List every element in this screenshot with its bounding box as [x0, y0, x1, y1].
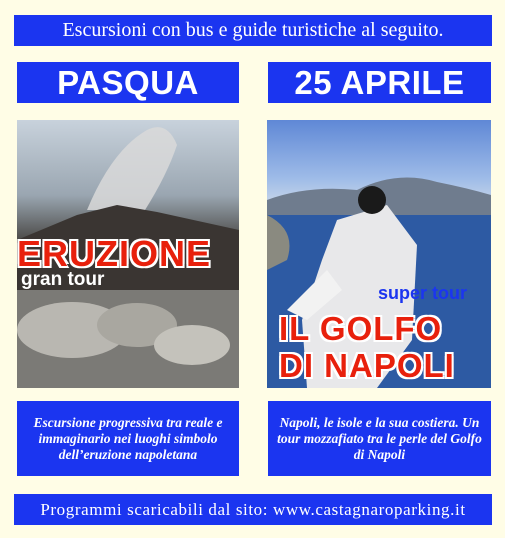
poster-title-line-2: DI NAPOLI	[279, 347, 455, 384]
season-label-pasqua: PASQUA	[17, 62, 239, 103]
poster-kicker-super-tour: super tour	[378, 283, 468, 303]
golfo-di-napoli-poster[interactable]	[267, 120, 491, 388]
eruzione-description	[17, 401, 239, 476]
footer-text: Programmi scaricabili dal sito: www.castagnaroparking.it	[40, 500, 466, 519]
eruzione-poster[interactable]	[17, 120, 239, 388]
golfo-description	[268, 401, 491, 476]
header-banner	[14, 15, 492, 46]
poster-title-eruzione: ERUZIONE	[17, 233, 212, 274]
poster-subtitle-gran-tour: gran tour	[21, 269, 105, 290]
golfo-description-text: Napoli, le isole e la sua costiera. Un tour mozzafiato tra le perle del Golfo di Napoli	[277, 414, 482, 462]
footer-banner[interactable]	[14, 494, 492, 525]
header-text: Escursioni con bus e guide turistiche al seguito.	[62, 19, 444, 41]
eruzione-description-text: Escursione progressiva tra reale e immaginario nei luoghi simbolo dell’eruzione napoletana	[33, 414, 223, 462]
poster-title-line-1: IL GOLFO	[279, 310, 443, 347]
season-label-25-aprile: 25 APRILE	[268, 62, 491, 103]
